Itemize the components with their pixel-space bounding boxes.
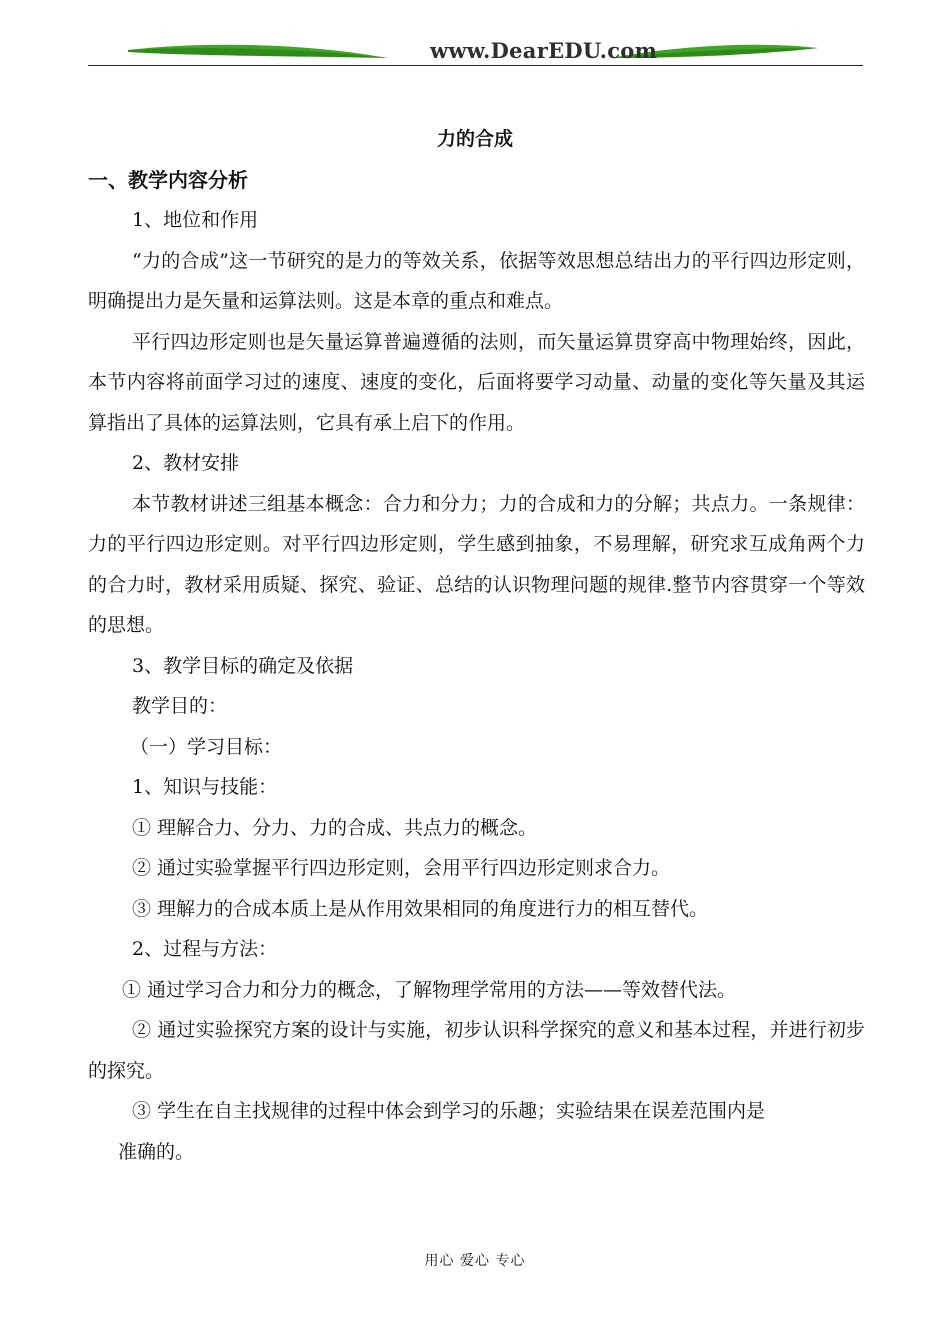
list-item: ③ 理解力的合成本质上是从作用效果相同的角度进行力的相互替代。 bbox=[132, 897, 709, 920]
site-logo-text: www.DearEDU.com bbox=[430, 38, 658, 63]
page-footer: 用心 爱心 专心 bbox=[424, 1253, 526, 1269]
label-teaching-purpose: 教学目的： bbox=[132, 695, 228, 717]
list-item: ① 通过学习合力和分力的概念，了解物理学常用的方法——等效替代法。 bbox=[122, 978, 737, 1001]
list-item-continuation: 准确的。 bbox=[118, 1140, 195, 1163]
paragraph: 本节教材讲述三组基本概念：合力和分力；力的合成和力的分解；共点力。一条规律：力的平行四边形定则。对平行四边形定则，学生感到抽象，不易理解，研究求互成角两个力的合力时，教材采用质疑、探究、验证、总结的认识物理问题的规律.整节内容贯穿一个等效的思想。 bbox=[88, 492, 865, 636]
document-title: 力的合成 bbox=[436, 128, 513, 150]
subheading-teaching-goals: 3、教学目标的确定及依据 bbox=[132, 654, 354, 677]
subheading-process-method: 2、过程与方法： bbox=[132, 938, 278, 960]
document-body bbox=[88, 200, 865, 1172]
subheading-knowledge-skills: 1、知识与技能： bbox=[132, 776, 278, 798]
list-item: ③ 学生在自主找规律的过程中体会到学习的乐趣；实验结果在误差范围内是 bbox=[132, 1100, 766, 1122]
list-item: ② 通过实验探究方案的设计与实施，初步认识科学探究的意义和基本过程，并进行初步的探究。 bbox=[88, 1019, 865, 1082]
label-learning-goals: （一）学习目标： bbox=[130, 735, 283, 758]
header-divider bbox=[88, 65, 863, 66]
list-item: ① 理解合力、分力、力的合成、共点力的概念。 bbox=[132, 816, 538, 839]
subheading-textbook-arrangement: 2、教材安排 bbox=[132, 452, 240, 474]
section-heading: 一、教学内容分析 bbox=[88, 168, 248, 192]
paragraph: “力的合成”这一节研究的是力的等效关系，依据等效思想总结出力的平行四边形定则，明确提出力是矢量和运算法则。这是本章的重点和难点。 bbox=[88, 249, 865, 312]
paragraph: 平行四边形定则也是矢量运算普遍遵循的法则，而矢量运算贯穿高中物理始终，因此，本节内容将前面学习过的速度、速度的变化，后面将要学习动量、动量的变化等矢量及其运算指出了具体的运算法则，它具有承上启下的作用。 bbox=[88, 330, 865, 434]
list-item: ② 通过实验掌握平行四边形定则，会用平行四边形定则求合力。 bbox=[132, 857, 671, 879]
subheading-position-role: 1、地位和作用 bbox=[132, 209, 259, 231]
